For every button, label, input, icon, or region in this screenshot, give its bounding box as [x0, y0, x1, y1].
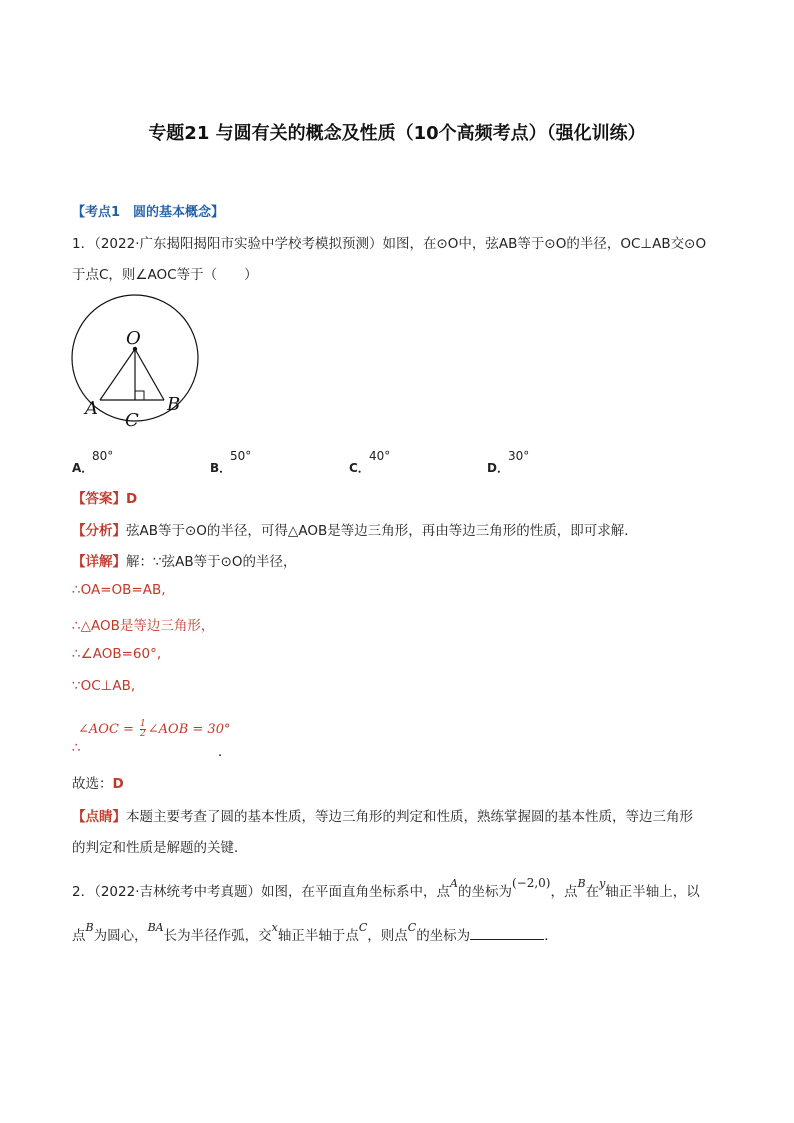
label-b: B [167, 394, 181, 415]
analysis-label: 【分析】 [72, 523, 126, 539]
therefore-symbol: ∴ [72, 740, 81, 756]
step-3: ∴∠AOB=60°, [72, 646, 162, 662]
q2-text-1b: 的坐标为 [457, 884, 512, 900]
q2-text-1d: 在 [585, 884, 600, 900]
label-o: O [126, 328, 141, 349]
formula [78, 720, 230, 739]
option-c-value: 40° [369, 449, 391, 463]
q2-text-end: ． [544, 928, 558, 944]
label-a: A [85, 398, 98, 419]
q2-point-a: A [450, 877, 458, 890]
q2-y-axis: y [599, 877, 606, 890]
q2-text-2a: 点 [72, 928, 86, 944]
q2-center-b: B [85, 921, 94, 934]
q2-coord-a: (−2,0) [511, 876, 551, 890]
option-d-key: D． [487, 461, 509, 475]
formula-rhs: ∠AOB = 30° [147, 722, 231, 737]
option-a-value: 80° [92, 449, 114, 463]
q2-stem-line1 [72, 876, 700, 900]
q2-text-1e: 轴正半轴上，以 [605, 884, 700, 900]
q2-text-2b: 为圆心， [93, 928, 148, 944]
step-2: ∴△AOB是等边三角形， [72, 618, 215, 634]
q2-radius-ba: BA [147, 921, 164, 934]
answer-value: D [126, 491, 138, 507]
right-angle-mark [135, 391, 144, 400]
q1-stem-line2: 于点C，则∠AOC等于（ ） [72, 267, 258, 283]
q1-circle-figure [66, 290, 206, 430]
option-b-value: 50° [230, 449, 252, 463]
option-d-value: 30° [508, 449, 530, 463]
comment-label: 【点睛】 [72, 809, 126, 825]
choose-label: 故选： [72, 776, 113, 792]
q2-text-2f: 的坐标为 [416, 928, 471, 944]
detail-label: 【详解】 [72, 554, 126, 570]
segment-ob [135, 349, 164, 400]
option-c-key: C． [349, 461, 370, 475]
q2-point-c: C [358, 921, 368, 934]
q2-text-1a: 2．（2022·吉林统考中考真题）如图，在平面直角坐标系中，点 [72, 884, 450, 900]
option-a-key: A． [72, 461, 94, 475]
answer-label: 【答案】 [72, 491, 126, 507]
step-4: ∵OC⊥AB, [72, 678, 136, 694]
option-b-key: B． [210, 461, 232, 475]
q2-x-axis: x [271, 921, 278, 934]
choose-row [72, 772, 124, 792]
page-title: 专题21 与圆有关的概念及性质（10个高频考点）（强化训练） [148, 123, 646, 144]
q2-stem-line2 [72, 921, 558, 944]
formula-numerator: 1 [140, 719, 146, 729]
section-heading: 【考点1 圆的基本概念】 [72, 205, 225, 220]
choose-value: D [112, 776, 124, 792]
q2-text-2d: 轴正半轴于点 [277, 928, 359, 944]
detail-text: 解：∵弦AB等于⊙O的半径， [126, 554, 297, 570]
step-1: ∴OA=OB=AB, [72, 582, 166, 598]
detail-row [72, 550, 297, 570]
q2-point-b: B [577, 877, 586, 890]
label-c: C [125, 410, 139, 430]
comment-line1: 本题主要考查了圆的基本性质，等边三角形的判定和性质，熟练掌握圆的基本性质，等边三角形 [126, 809, 693, 825]
q2-text-2e: ，则点 [367, 928, 408, 944]
q2-answer-blank[interactable] [470, 927, 544, 940]
answer-row [72, 487, 137, 507]
analysis-row [72, 519, 638, 539]
comment-row [72, 805, 693, 825]
formula-fraction [140, 720, 146, 739]
q2-text-1c: ，点 [550, 884, 578, 900]
q2-text-2c: 长为半径作弧，交 [163, 928, 272, 944]
analysis-text: 弦AB等于⊙O的半径，可得△AOB是等边三角形，再由等边三角形的性质，即可求解． [126, 523, 638, 539]
formula-lhs: ∠AOC = [78, 722, 139, 737]
q2-point-c-2: C [407, 921, 417, 934]
q1-stem-line1: 1．（2022·广东揭阳揭阳市实验中学校考模拟预测）如图，在⊙O中，弦AB等于⊙O的半径，OC⊥AB交⊙O [72, 236, 707, 252]
comment-line2: 的判定和性质是解题的关键． [72, 840, 248, 856]
segment-oa [100, 349, 135, 400]
formula-denominator: 2 [140, 729, 146, 739]
formula-period: ． [218, 744, 232, 760]
